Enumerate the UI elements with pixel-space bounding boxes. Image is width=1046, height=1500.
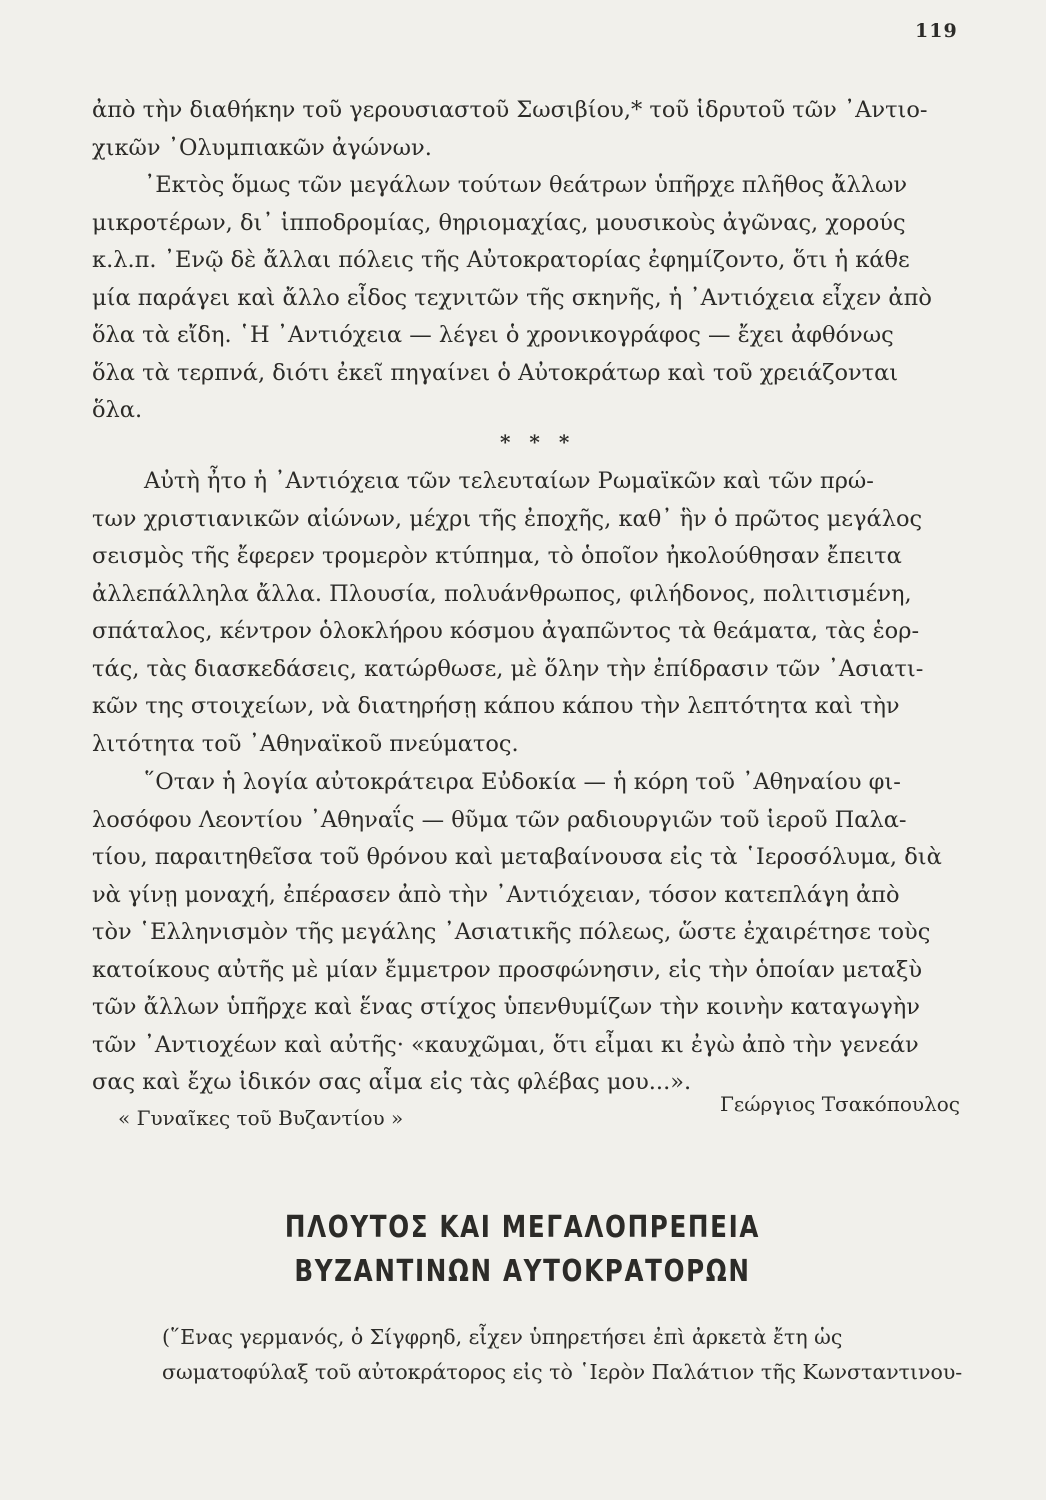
text-line: κ.λ.π. ᾿Ενῷ δὲ ἄλλαι πόλεις τῆς Αὐτοκρατορίας ἐφημίζοντο, ὅτι ἡ κάθε — [92, 247, 910, 273]
attribution-author: Γεώργιος Τσακόπουλος — [720, 1092, 960, 1116]
section-heading-line-1: ΠΛΟΥΤΟΣ ΚΑΙ ΜΕΓΑΛΟΠΡΕΠΕΙΑ — [284, 1210, 761, 1245]
body-text-lower — [92, 764, 972, 1102]
page-number: 119 — [915, 20, 958, 42]
text-line: ἀπὸ τὴν διαθήκην τοῦ γερουσιαστοῦ Σωσιβίου,* τοῦ ἱδρυτοῦ τῶν ᾿Αντιο- — [92, 97, 928, 123]
text-line: των χριστιανικῶν αἰώνων, μέχρι τῆς ἐποχῆς, καθ᾿ ἣν ὁ πρῶτος μεγάλος — [92, 505, 923, 532]
text-line: ὅλα τὰ τερπνά, διότι ἐκεῖ πηγαίνει ὁ Αὐτοκράτωρ καὶ τοῦ χρειάζονται — [92, 359, 899, 386]
text-line: τάς, τὰς διασκεδάσεις, κατώρθωσε, μὲ ὅλην τὴν ἐπίδρασιν τῶν ᾿Ασιατι- — [92, 655, 924, 682]
paragraph-3 — [92, 463, 972, 763]
text-line: τῶν ἄλλων ὑπῆρχε καὶ ἕνας στίχος ὑπενθυμίζων τὴν κοινὴν καταγωγὴν — [92, 994, 920, 1020]
text-line: τῶν ᾿Αντιοχέων καὶ αὐτῆς· «καυχῶμαι, ὅτι εἶμαι κι ἐγὼ ἀπὸ τὴν γενεάν — [92, 1031, 919, 1058]
text-line: Αὐτὴ ἦτο ἡ ᾿Αντιόχεια τῶν τελευταίων Ρωμαϊκῶν καὶ τῶν πρώ- — [144, 468, 874, 494]
text-line: κῶν της στοιχείων, νὰ διατηρήσῃ κάπου κάπου τὴν λεπτότητα καὶ τὴν — [92, 693, 900, 719]
body-text-upper — [92, 92, 972, 430]
section-intro-text — [162, 1320, 972, 1390]
text-line: μία παράγει καὶ ἄλλο εἶδος τεχνιτῶν τῆς σκηνῆς, ἡ ᾿Αντιόχεια εἶχεν ἀπὸ — [92, 284, 932, 311]
text-line: τὸν ῾Ελληνισμὸν τῆς μεγάλης ᾿Ασιατικῆς πόλεως, ὥστε ἐχαιρέτησε τοὺς — [92, 919, 931, 945]
paragraph-1 — [92, 92, 972, 167]
text-line: λοσόφου Λεοντίου ᾿Αθηναΐς — θῦμα τῶν ραδιουργιῶν τοῦ ἱεροῦ Παλα- — [92, 806, 907, 833]
text-line: ῞Οταν ἡ λογία αὐτοκράτειρα Εὐδοκία — ἡ κόρη τοῦ ᾿Αθηναίου φι- — [144, 769, 901, 795]
text-line: σωματοφύλαξ τοῦ αὐτοκράτορος εἰς τὸ ῾Ιερὸν Παλάτιον τῆς Κωνσταντινου- — [162, 1360, 963, 1384]
text-line: σας καὶ ἔχω ἰδικόν σας αἷμα εἰς τὰς φλέβας μου...». — [92, 1069, 692, 1095]
text-line: τίου, παραιτηθεῖσα τοῦ θρόνου καὶ μεταβαίνουσα εἰς τὰ ῾Ιεροσόλυμα, διὰ — [92, 844, 942, 870]
body-text-middle — [92, 463, 972, 763]
text-line: μικροτέρων, δι᾿ ἱπποδρομίας, θηριομαχίας, μουσικοὺς ἀγῶνας, χορούς — [92, 209, 906, 236]
text-line: νὰ γίνῃ μοναχή, ἐπέρασεν ἀπὸ τὴν ᾿Αντιόχειαν, τόσον κατεπλάγη ἀπὸ — [92, 881, 900, 908]
paragraph-4 — [92, 764, 972, 1102]
paragraph-2 — [92, 167, 972, 430]
text-line: ἀλλεπάλληλα ἄλλα. Πλουσία, πολυάνθρωπος, φιλήδονος, πολιτισμένη, — [92, 580, 912, 607]
text-line: ὅλα τὰ εἴδη. ῾Η ᾿Αντιόχεια — λέγει ὁ χρονικογράφος — ἔχει ἀφθόνως — [92, 322, 894, 348]
text-line: σπάταλος, κέντρον ὁλοκλήρου κόσμου ἀγαπῶντος τὰ θεάματα, τὰς ἑορ- — [92, 618, 920, 644]
text-line: λιτότητα τοῦ ᾿Αθηναϊκοῦ πνεύματος. — [92, 730, 519, 757]
text-line: ᾿Εκτὸς ὅμως τῶν μεγάλων τούτων θεάτρων ὑπῆρχε πλῆθος ἄλλων — [144, 172, 908, 198]
section-heading-line-2: ΒΥΖΑΝΤΙΝΩΝ ΑΥΤΟΚΡΑΤΟΡΩΝ — [294, 1254, 751, 1289]
text-line: (῞Ενας γερμανός, ὁ Σίγφρηδ, εἶχεν ὑπηρετήσει ἐπὶ ἀρκετὰ ἔτη ὡς — [162, 1325, 843, 1349]
section-separator: * * * — [500, 430, 576, 454]
attribution-source: « Γυναῖκες τοῦ Βυζαντίου » — [118, 1106, 404, 1130]
text-line: ὅλα. — [92, 397, 143, 423]
text-line: κατοίκους αὐτῆς μὲ μίαν ἔμμετρον προσφώνησιν, εἰς τὴν ὁποίαν μεταξὺ — [92, 956, 923, 983]
text-line: σεισμὸς τῆς ἔφερεν τρομερὸν κτύπημα, τὸ ὁποῖον ἠκολούθησαν ἔπειτα — [92, 543, 902, 569]
text-line: χικῶν ᾿Ολυμπιακῶν ἀγώνων. — [92, 134, 432, 161]
